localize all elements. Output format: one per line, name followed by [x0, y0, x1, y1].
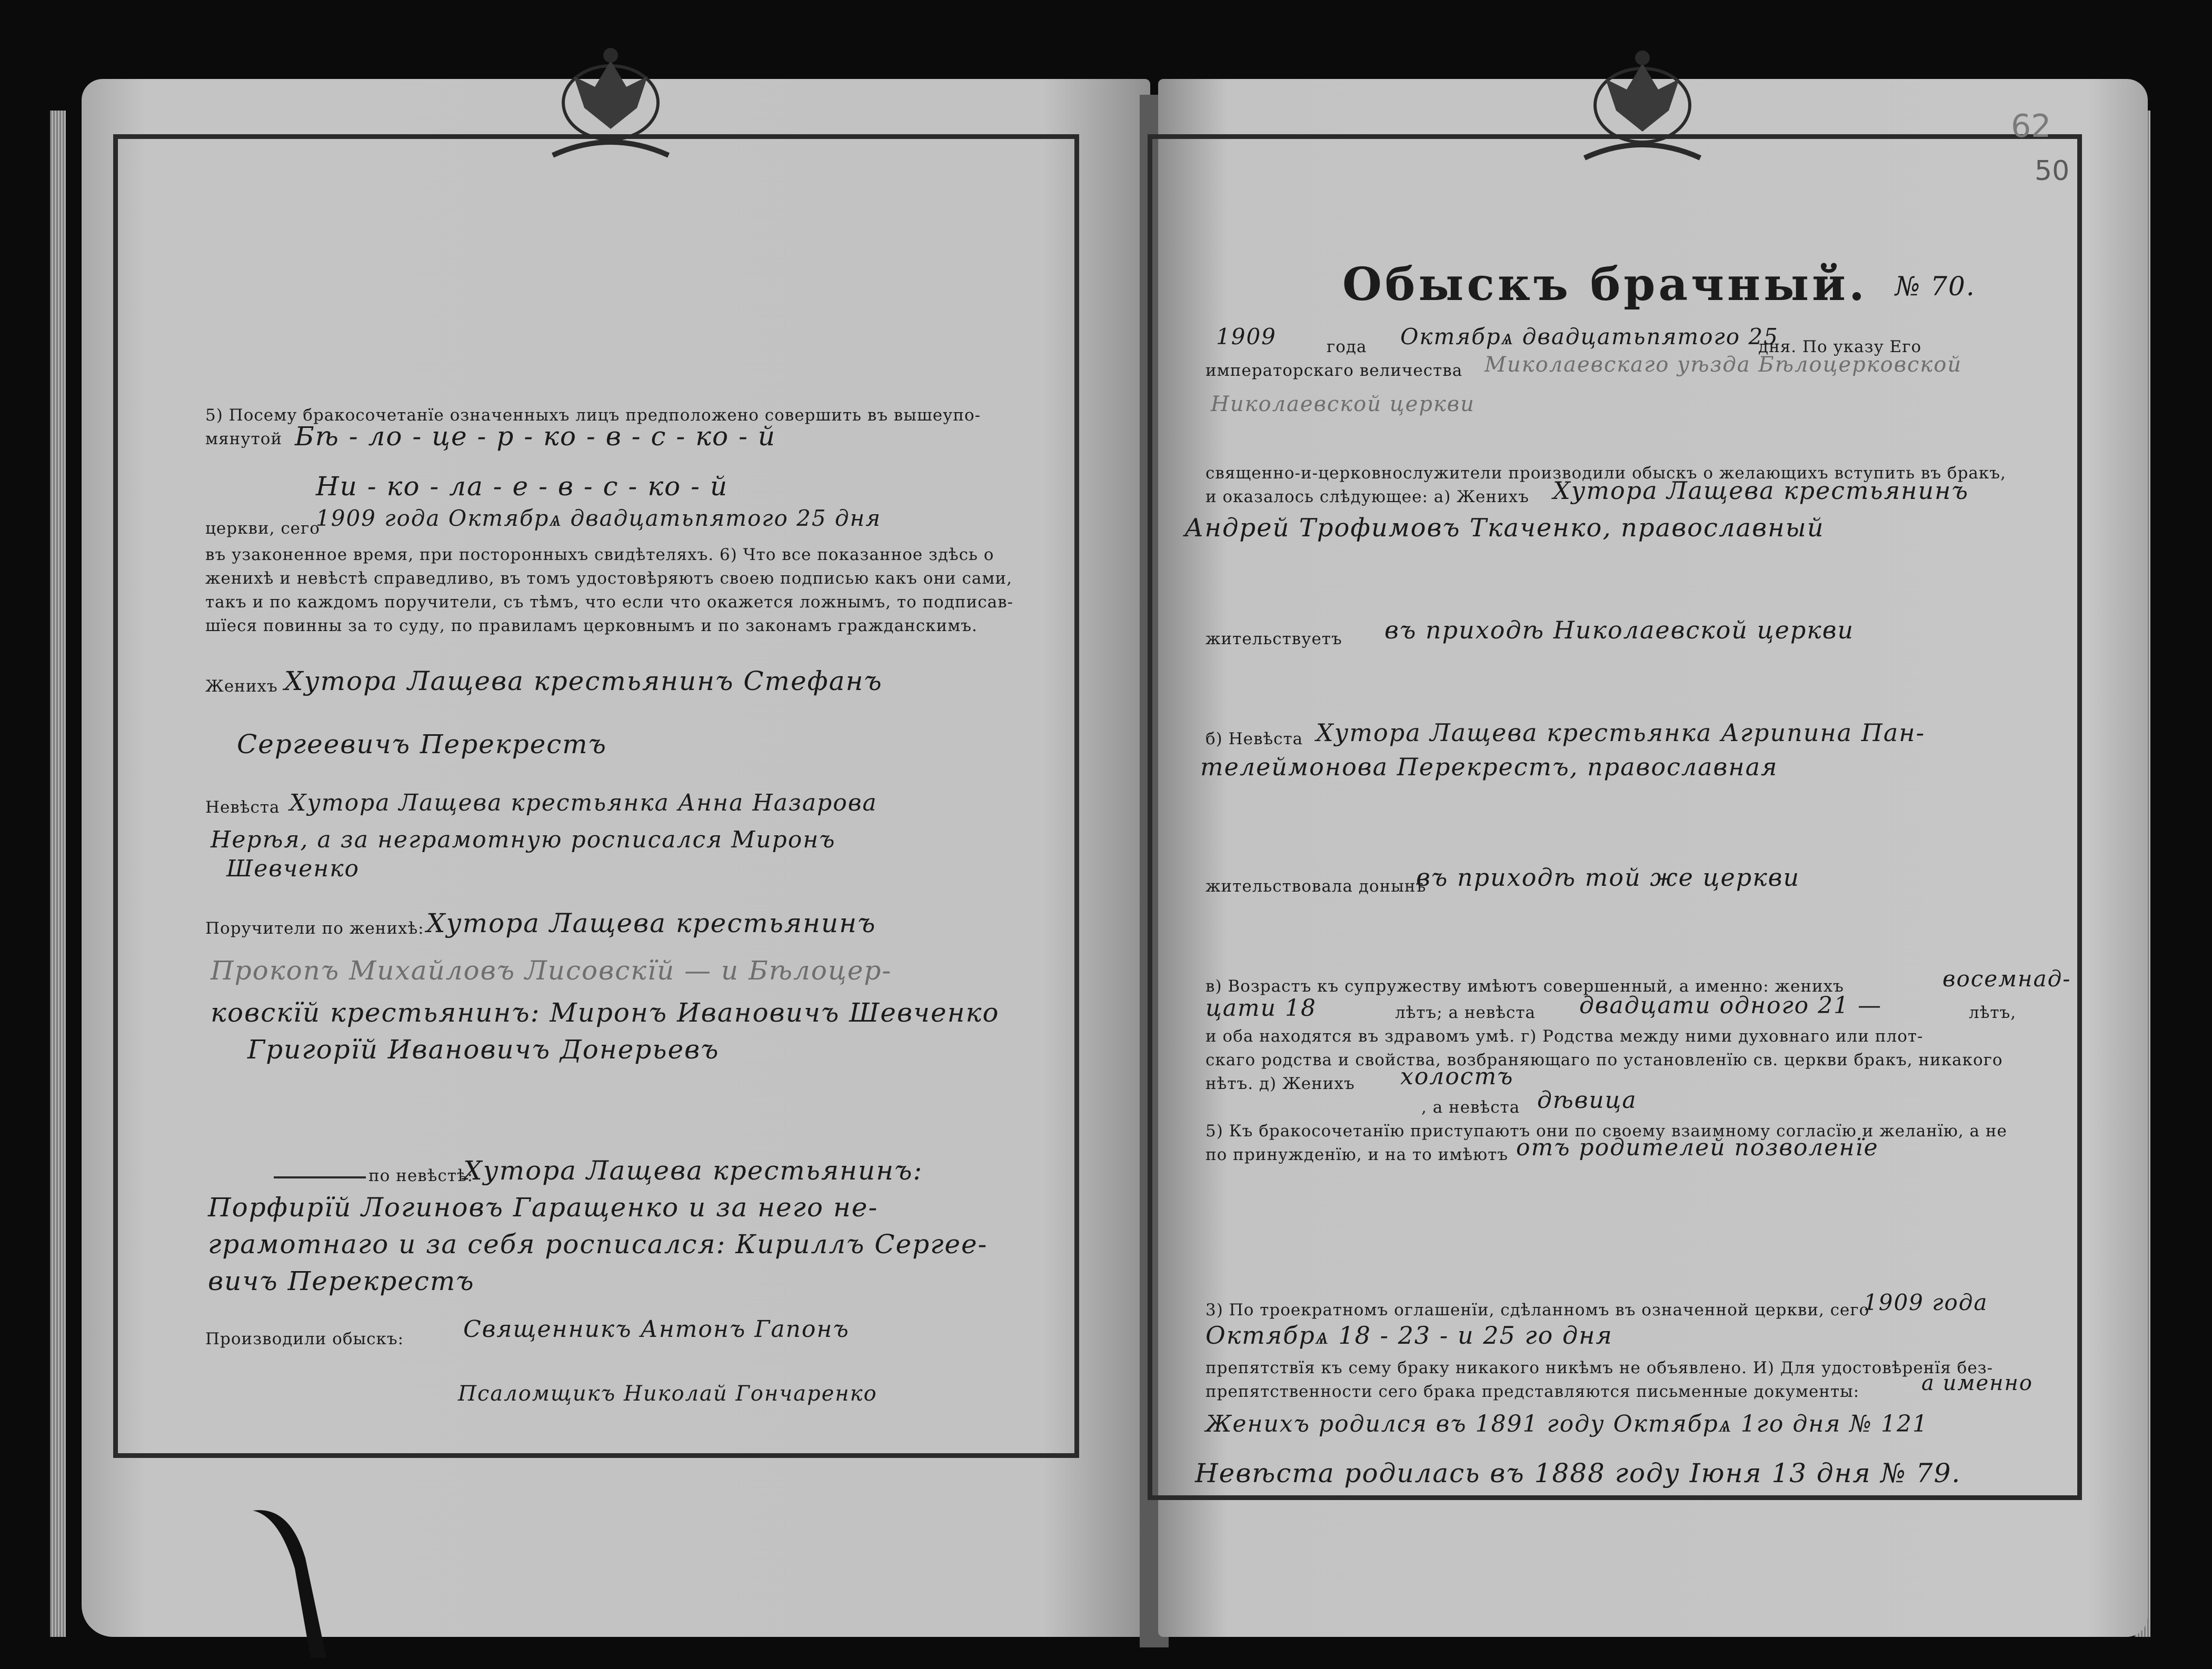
bride-sureties-handwritten-4: вичъ Перекрестъ [208, 1266, 475, 1296]
groom-origin-handwritten: Хутора Лащева крестьянинъ [1553, 476, 1969, 505]
consent-text-2: по принужденїю, и на то имѣютъ [1205, 1145, 1508, 1164]
church-name-handwritten-1: Бѣ - ло - це - р - ко - в - с - ко - й [295, 421, 776, 452]
groom-handwritten-2: Сергеевичъ Перекрестъ [237, 729, 607, 759]
parental-consent-handwritten: отъ родителей позволенїе [1516, 1134, 1879, 1161]
legal-text-1: въ узаконенное время, при посторонныхъ свидѣтеляхъ. 6) Что все показанное здѣсь о [205, 545, 994, 564]
bride-handwritten-1: Хутора Лащева крестьянка Анна Назарова [290, 789, 878, 816]
bride-age-handwritten: двадцати одного 21 — [1579, 992, 1882, 1019]
bride-handwritten-3: Шевченко [226, 855, 360, 882]
clause-5-text-cont: мянутой [205, 429, 283, 448]
banns-dates-handwritten: Октябрѧ 18 - 23 - и 25 го дня [1205, 1321, 1613, 1350]
priest-signature: Священникъ Антонъ Гапонъ [463, 1316, 850, 1343]
age-text-6: , а невѣста [1421, 1098, 1520, 1117]
document-title: Обыскъ брачный. [1342, 258, 1868, 311]
psalmist-signature: Псаломщикъ Николай Гончаренко [458, 1382, 878, 1406]
bride-origin-handwritten: Хутора Лащева крестьянка Агрипина Пан- [1316, 718, 1926, 747]
banns-text-1: 3) По троекратномъ оглашенїи, сдѣланномъ въ означенной церкви, сего [1205, 1301, 1870, 1320]
groom-residence-label: жительствуетъ [1205, 629, 1342, 648]
folio-number-ink: 50 [2035, 155, 2070, 187]
groom-residence-handwritten: въ приходѣ Николаевской церкви [1384, 616, 1855, 644]
bride-label: Невѣста [205, 798, 280, 817]
bride-residence-label: жительствовала донынѣ [1205, 877, 1427, 896]
decree-label: дня. По указу Его [1758, 337, 1922, 356]
documents-handwritten-2: Женихъ родился въ 1891 году Октябрѧ 1го дня № 121 [1205, 1411, 1928, 1437]
groom-age-handwritten: восемнад- [1942, 966, 2071, 992]
age-text-3: и оба находятся въ здравомъ умѣ. г) Родства между ними духовнаго или плот- [1205, 1027, 1924, 1046]
consistory-handwritten: Миколаевскаго уѣзда Бѣлоцерковской [1484, 353, 1962, 377]
age-text-5: нѣтъ. д) Женихъ [1205, 1074, 1355, 1093]
church-label: церкви, сего [205, 519, 320, 538]
bride-status-handwritten: дѣвица [1537, 1087, 1637, 1114]
majesty-label: императорскаго величества [1205, 361, 1463, 380]
groom-handwritten-1: Хутора Лащева крестьянинъ Стефанъ [284, 666, 883, 696]
bookmark-ribbon [247, 1505, 342, 1663]
banns-text-3: препятственности сего брака представляются письменные документы: [1205, 1382, 1860, 1401]
age-text-1: в) Возрастъ къ супружеству имѣютъ совершенный, а именно: женихъ [1205, 977, 1844, 996]
documents-handwritten-1: а именно [1921, 1371, 2033, 1395]
page-edges-left [50, 111, 66, 1637]
age-text-4: скаго родства и свойства, возбраняющаго по установленїю св. церкви бракъ, никакого [1205, 1051, 2003, 1070]
bride-residence-handwritten: въ приходѣ той же церкви [1416, 863, 1800, 892]
groom-age-handwritten-2: цати 18 [1205, 995, 1317, 1022]
month-day-handwritten: Октябрѧ двадцатьпятого 25 [1400, 324, 1779, 349]
legal-text-2: женихѣ и невѣстѣ справедливо, въ томъ удостовѣряютъ своею подписью какъ они сами, [205, 569, 1012, 588]
groom-sureties-label: Поручители по женихѣ: [205, 919, 424, 938]
legal-text-4: шїеся повинны за то суду, по правиламъ церковнымъ и по законамъ гражданскимъ. [205, 616, 978, 635]
record-number: № 70. [1895, 271, 1976, 302]
banns-text-2: препятствїя къ сему браку никакого никѣмъ не объявлено. И) Для удостовѣренїя без- [1205, 1358, 1994, 1377]
bride-sureties-handwritten-2: Порфирїй Логиновъ Гаращенко и за него не- [208, 1192, 879, 1223]
blank-line [274, 1176, 366, 1178]
consistory-handwritten-2: Николаевской церкви [1211, 392, 1475, 416]
groom-sureties-handwritten-3: ковскїй крестьянинъ: Миронъ Ивановичъ Шевченко [211, 997, 1000, 1028]
banns-year-handwritten: 1909 года [1864, 1290, 1988, 1315]
clause-5-text: 5) Посему бракосочетанїе означенныхъ лицъ предположено совершить въ вышеупо- [205, 406, 981, 425]
wedding-date-handwritten: 1909 года Октябрѧ двадцатьпятого 25 дня [316, 505, 882, 531]
year-label: года [1327, 337, 1367, 356]
investigators-label: Производили обыскъ: [205, 1330, 404, 1348]
groom-sureties-handwritten-1: Хутора Лащева крестьянинъ [426, 908, 876, 938]
bride-sureties-handwritten-3: грамотнаго и за себя росписался: Кириллъ Сергее- [208, 1229, 988, 1260]
groom-sureties-handwritten-4: Григорїй Ивановичъ Донерьевъ [247, 1034, 720, 1065]
documents-handwritten-3: Невѣста родилась въ 1888 году Іюня 13 дня № 79. [1195, 1458, 1961, 1488]
groom-status-handwritten: холостъ [1400, 1063, 1514, 1090]
found-text: и оказалось слѣдующее: а) Женихъ [1205, 487, 1529, 506]
groom-label: Женихъ [205, 677, 278, 696]
bride-name-handwritten: телеймонова Перекрестъ, православная [1200, 753, 1778, 781]
consent-text-1: 5) Къ бракосочетанїю приступаютъ они по своему взаимному согласїю и желанїю, а не [1205, 1122, 2007, 1141]
clergy-text: священно-и-церковнослужители производили обыскъ о желающихъ вступить въ бракъ, [1205, 464, 2006, 483]
legal-text-3: такъ и по каждомъ поручители, съ тѣмъ, что если что окажется ложнымъ, то подписав- [205, 593, 1014, 612]
year-handwritten: 1909 [1216, 324, 1277, 349]
folio-number-pencil: 62 [2011, 108, 2051, 145]
bride-sureties-handwritten-1: Хутора Лащева крестьянинъ: [463, 1155, 923, 1186]
bride-handwritten-2: Нерѣя, а за неграмотную росписался Миронъ [211, 826, 836, 853]
age-text-2a: лѣтъ; а невѣста [1395, 1003, 1536, 1022]
groom-sureties-handwritten-2: Прокопъ Михайловъ Лисовскїй — и Бѣлоцер- [211, 955, 892, 986]
bride-sureties-label: по невѣстѣ: [368, 1166, 473, 1185]
church-name-handwritten-2: Ни - ко - ла - е - в - с - ко - й [316, 471, 729, 502]
bride-label-right: б) Невѣста [1205, 729, 1303, 748]
groom-name-handwritten: Андрей Трофимовъ Ткаченко, православный [1184, 513, 1825, 543]
age-text-2b: лѣтъ, [1969, 1003, 2017, 1022]
